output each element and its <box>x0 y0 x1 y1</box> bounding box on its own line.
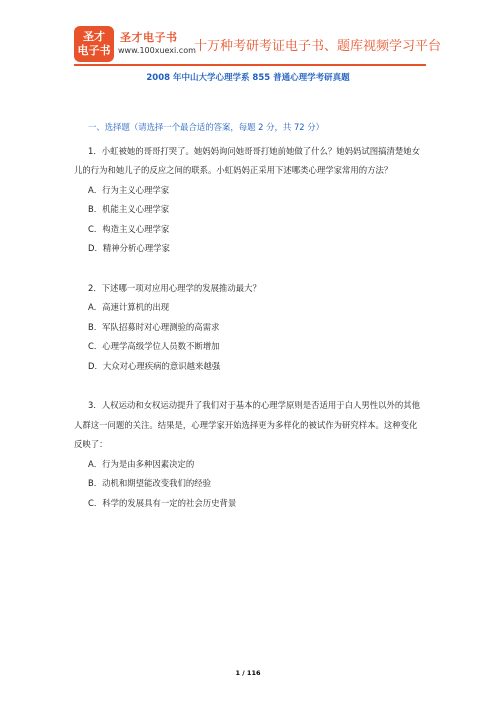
logo-text-line1: 圣才 <box>83 30 105 43</box>
option-b: B．军队招募时对心理测验的高需求 <box>88 321 220 332</box>
option-a: A．行为主义心理学家 <box>88 184 170 195</box>
header-slogan: 十万种考研考证电子书、题库视频学习平台 <box>194 39 442 54</box>
question-3 <box>74 396 424 513</box>
page-header <box>74 26 442 64</box>
spacer <box>74 376 424 396</box>
option-d: D．精神分析心理学家 <box>88 243 170 253</box>
question-stem: 2．下述哪一项对应用心理学的发展推动最大？ <box>88 282 261 293</box>
question-1 <box>74 142 424 259</box>
spacer <box>74 259 424 279</box>
question-2 <box>74 279 424 377</box>
brand-name: 圣才电子书 <box>120 31 178 44</box>
logo-text-line2: 电子书 <box>77 44 111 57</box>
option-c: C．心理学高级学位人员数不断增加 <box>88 341 220 351</box>
document-title: 2008 年中山大学心理学系 855 普通心理学考研真题 <box>146 73 350 83</box>
header-divider <box>74 64 426 66</box>
section-heading: 一、选择题（请选择一个最合适的答案，每题 2 分，共 72 分） <box>88 122 325 132</box>
option-b: B．机能主义心理学家 <box>88 204 170 214</box>
brand-url: www.100xuexi.com <box>118 46 196 55</box>
question-stem: 1．小虹被她的哥哥打哭了。她妈妈询问她哥哥打她前她做了什么？她妈妈试图搞清楚她女儿的行为和她儿子的反应之间的联系。小虹妈妈正采用下述哪类心理学家常用的方法？ <box>74 145 420 175</box>
document-body <box>74 118 424 513</box>
option-b: B．动机和期望能改变我们的经验 <box>88 478 211 488</box>
option-a: A．行为是由多种因素决定的 <box>88 458 195 469</box>
page-number: 1 / 116 <box>235 669 261 677</box>
option-d: D．大众对心理疾病的意识越来越强 <box>88 360 221 371</box>
question-stem: 3．人权运动和女权运动提升了我们对于基本的心理学原则是否适用于白人男性以外的其他人群这一问题的关注。结果是，心理学家开始选择更为多样化的被试作为研究样本。这种变化反映了： <box>74 400 420 449</box>
option-c: C．构造主义心理学家 <box>88 223 170 234</box>
option-c: C．科学的发展具有一定的社会历史背景 <box>88 497 237 508</box>
option-a: A．高速计算机的出现 <box>88 302 170 312</box>
brand-logo <box>74 26 114 62</box>
